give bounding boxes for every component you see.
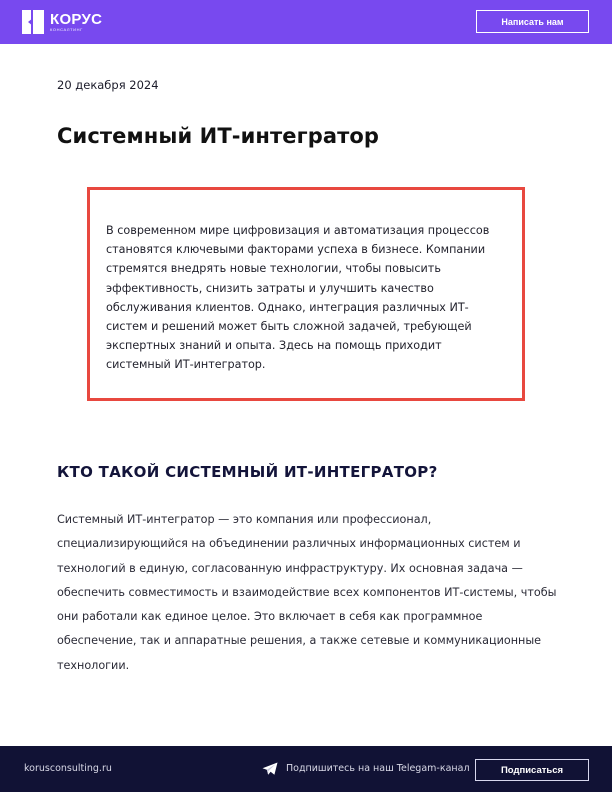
section-heading: КТО ТАКОЙ СИСТЕМНЫЙ ИТ-ИНТЕГРАТОР? (57, 463, 438, 481)
telegram-icon (262, 762, 278, 776)
subscribe-button[interactable]: Подписаться (475, 759, 589, 781)
footer (0, 746, 612, 792)
section-body: Системный ИТ-интегратор — это компания или профессионал, специализирующийся на объединении различных информационных систем и технологий в единую, согласованную инфраструктуру. Их основная задача — обеспечить совместимость и взаимодействие всех компонентов ИТ-системы, чтобы они работали как единое целое. Это включает в себя как программное обеспечение, так и аппаратные решения, а также сетевые и коммуникационные технологии. (57, 513, 557, 672)
site-link[interactable]: korusconsulting.ru (24, 763, 112, 774)
korus-logo-icon (22, 10, 44, 34)
intro-callout-box (87, 187, 525, 401)
page-title: Системный ИТ-интегратор (57, 124, 380, 148)
publish-date: 20 декабря 2024 (57, 78, 159, 92)
top-header (0, 0, 612, 44)
telegram-subscribe-text[interactable]: Подпишитесь на наш Telegam-канал (286, 763, 470, 774)
contact-us-button[interactable]: Написать нам (476, 10, 589, 33)
logo-subtitle: КОНСАЛТИНГ (50, 26, 83, 32)
korus-logo[interactable] (22, 10, 102, 34)
logo-wordmark: КОРУС (50, 10, 103, 28)
intro-paragraph: В современном мире цифровизация и автоматизация процессов становятся ключевыми факторами успеха в бизнесе. Компании стремятся внедрять новые технологии, чтобы повысить эффективность, снизить затраты и улучшить качество обслуживания клиентов. Однако, интеграция различных ИТ-систем и решений может быть сложной задачей, требующей экспертных знаний и опыта. Здесь на помощь приходит системный ИТ-интегратор. (106, 224, 490, 372)
